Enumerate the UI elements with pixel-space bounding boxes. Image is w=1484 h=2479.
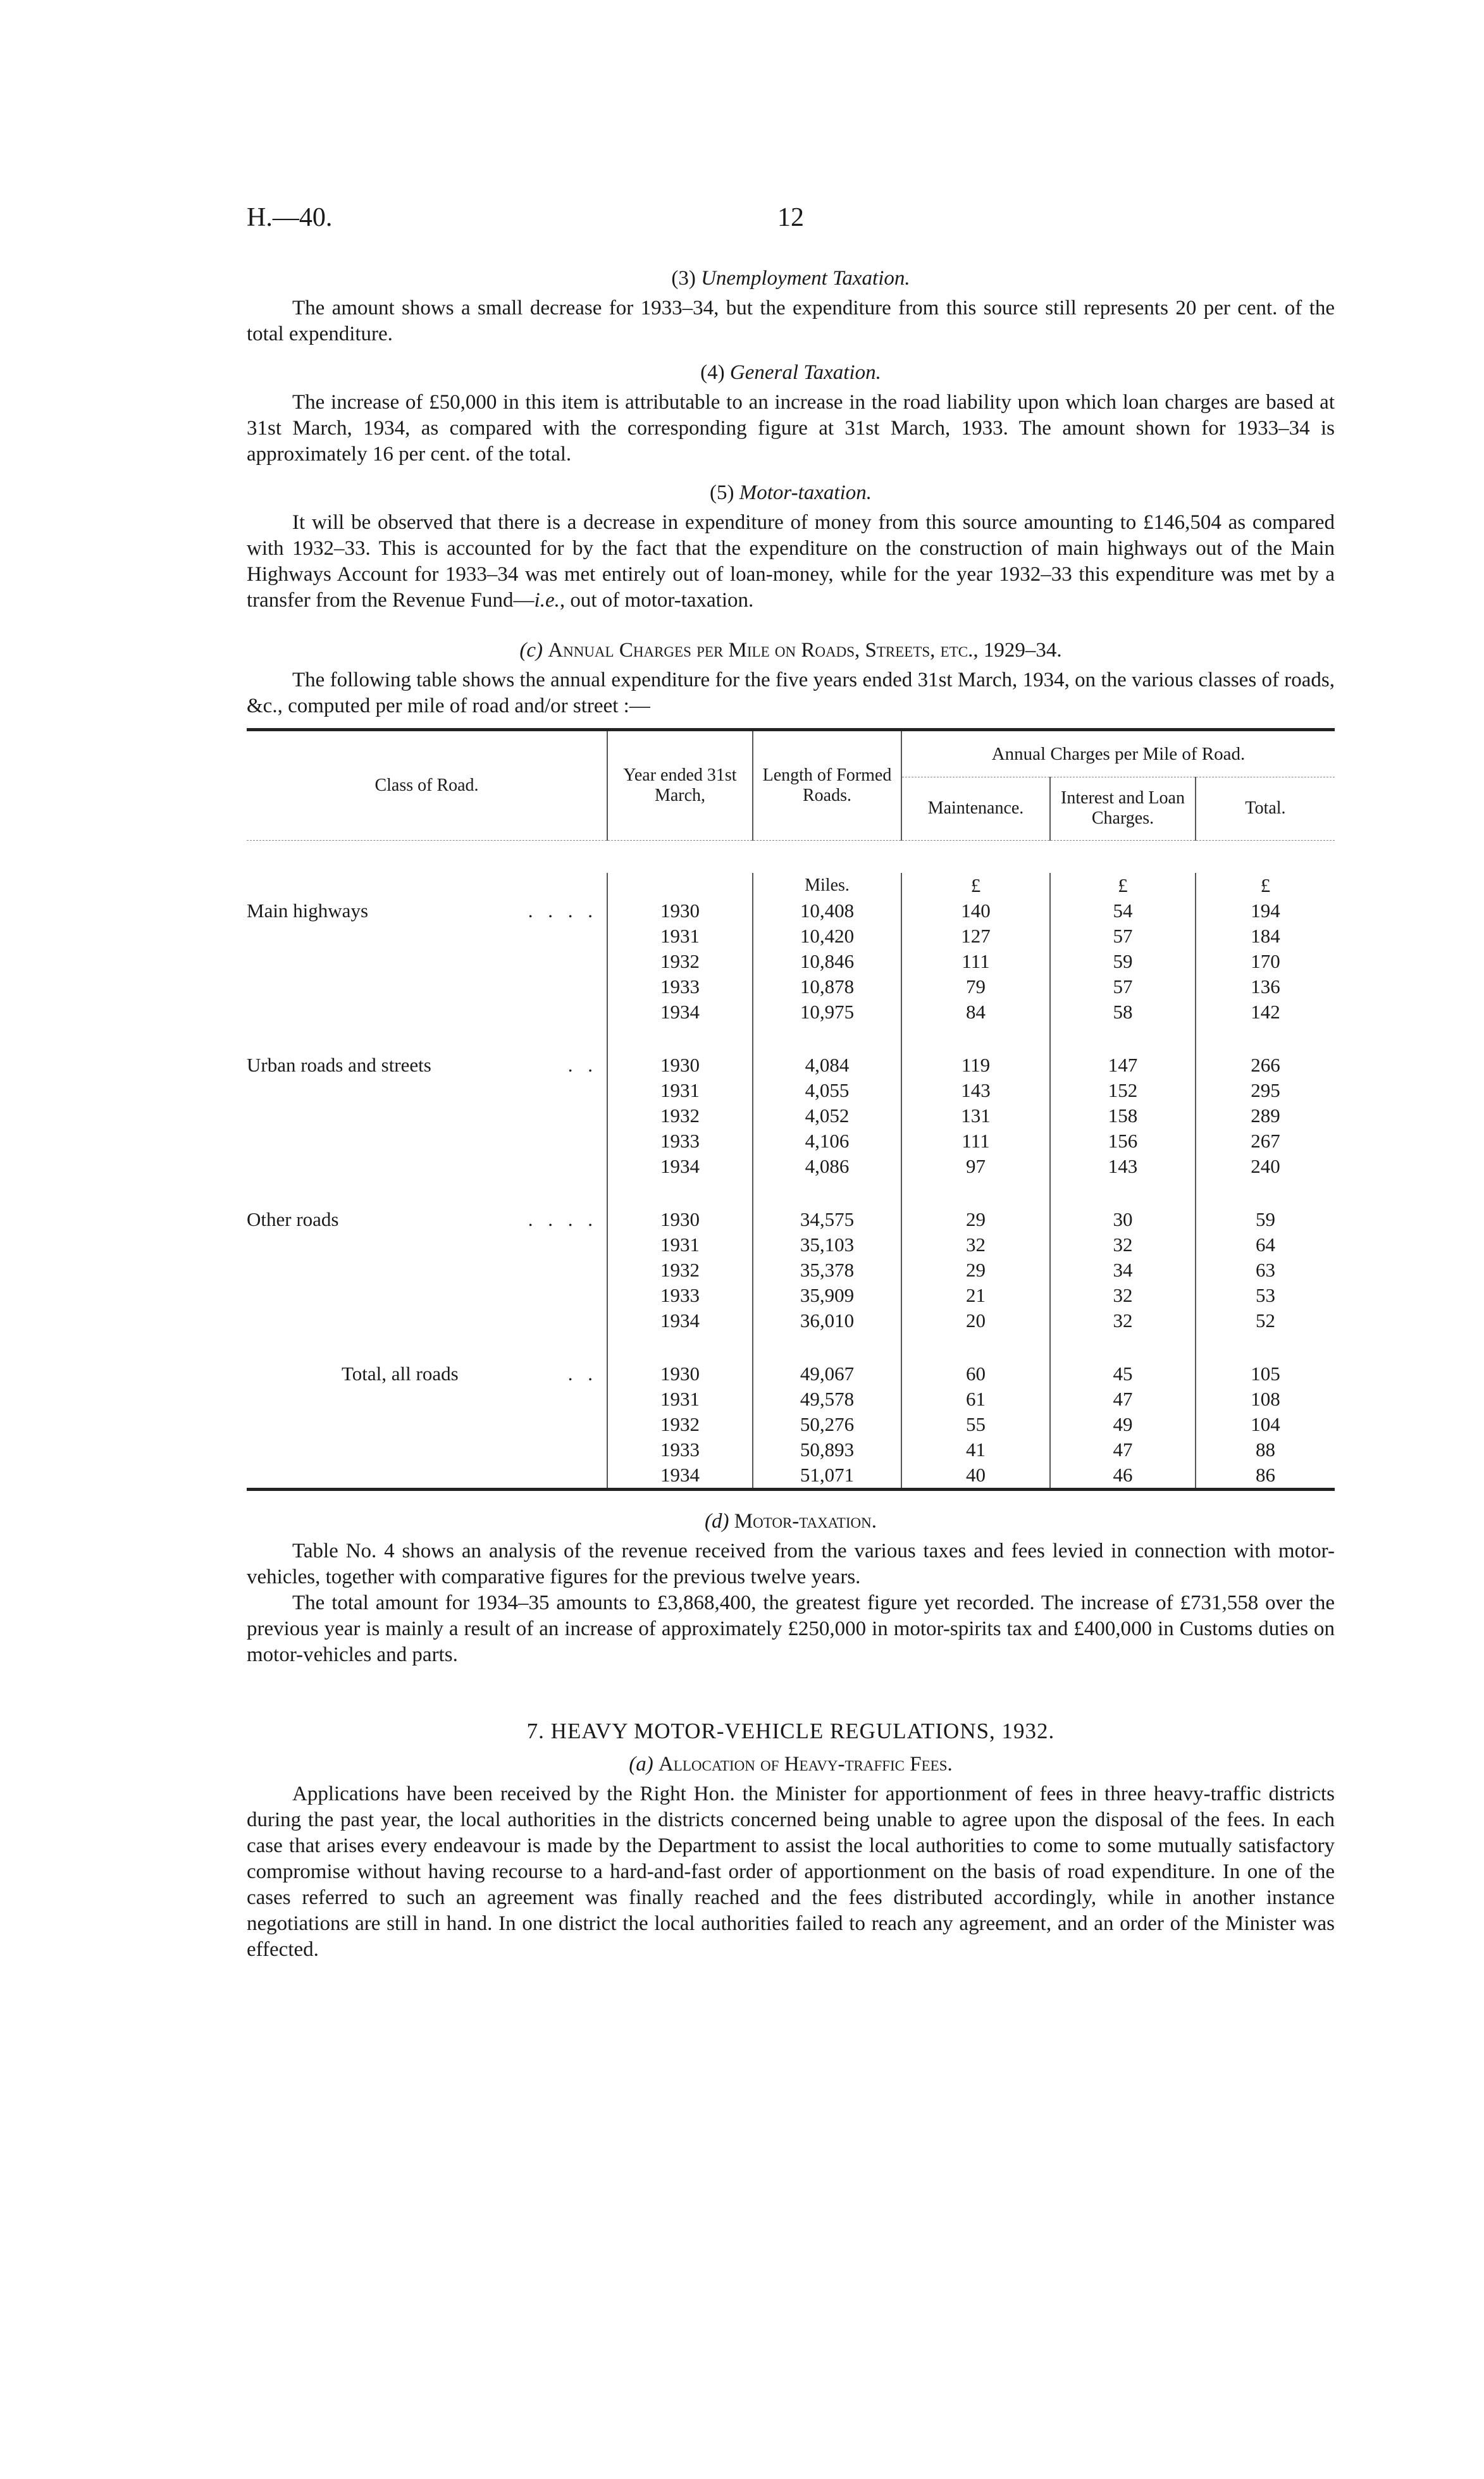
paragraph-general-taxation: The increase of £50,000 in this item is attributable to an increase in the road liability upon which loan charges are based at 31st March, 1934, as compared with the corresponding figure at 31st March, 1933. The amount shown for 1933–34 is approximately 16 per cent. of the total. xyxy=(247,391,1335,466)
maintenance-cell: 79 xyxy=(901,974,1050,999)
length-cell: 49,067 xyxy=(753,1361,901,1387)
length-cell: 50,893 xyxy=(753,1437,901,1462)
interest-cell: 49 xyxy=(1050,1412,1196,1437)
page-number: 12 xyxy=(777,203,804,232)
class-of-road-cell xyxy=(247,1387,607,1412)
interest-cell: 30 xyxy=(1050,1207,1196,1232)
interest-cell: 143 xyxy=(1050,1154,1196,1179)
maintenance-cell: 131 xyxy=(901,1103,1050,1128)
interest-cell: 59 xyxy=(1050,949,1196,974)
interest-cell: 47 xyxy=(1050,1437,1196,1462)
heading-allocation-fees: (a) Allocation of Heavy-traffic Fees. xyxy=(629,1753,953,1776)
total-cell: 266 xyxy=(1196,1053,1335,1078)
table-row xyxy=(247,1462,1335,1488)
table-row xyxy=(247,1437,1335,1462)
year-cell: 1934 xyxy=(607,999,753,1025)
maintenance-cell: 111 xyxy=(901,949,1050,974)
class-of-road-cell xyxy=(247,1207,607,1232)
interest-cell: 54 xyxy=(1050,898,1196,924)
total-cell: 240 xyxy=(1196,1154,1335,1179)
col-header-total: Total. xyxy=(1196,777,1335,840)
table-row xyxy=(247,1078,1335,1103)
table-row xyxy=(247,924,1335,949)
length-cell: 35,103 xyxy=(753,1232,901,1258)
total-cell: 136 xyxy=(1196,974,1335,999)
maintenance-cell: 20 xyxy=(901,1308,1050,1333)
length-cell: 36,010 xyxy=(753,1308,901,1333)
interest-cell: 147 xyxy=(1050,1053,1196,1078)
dot-leader: . . . . xyxy=(528,899,598,922)
length-cell: 4,106 xyxy=(753,1128,901,1154)
class-of-road-cell xyxy=(247,1258,607,1283)
paragraph-allocation-fees: Applications have been received by the Right Hon. the Minister for apportionment of fees in three heavy-traffic districts during the past year, the local authorities in the districts concerned being unable to agree upon the disposal of the fees. In each case that arises every endeavour is made by the Department to assist the local authorities to come to some mutually satisfactory compromise without having recourse to a hard-and-fast order of apportionment on the basis of road expenditure. In one of the cases referred to such an agreement was finally reached and the fees distributed accordingly, while in another instance negotiations are still in hand. In one district the local authorities failed to reach any agreement, and an order of the Minister was effected. xyxy=(247,1783,1335,1961)
table-row xyxy=(247,1053,1335,1078)
total-cell: 53 xyxy=(1196,1283,1335,1308)
unit-pound-interest: £ xyxy=(1050,873,1196,898)
group-spacer xyxy=(247,1025,1335,1053)
year-cell: 1931 xyxy=(607,1387,753,1412)
year-cell: 1933 xyxy=(607,1128,753,1154)
heading-motor-taxation-5: (5) Motor-taxation. xyxy=(710,481,872,504)
table-row xyxy=(247,1361,1335,1387)
length-cell: 4,084 xyxy=(753,1053,901,1078)
heading-annual-charges: (c) Annual Charges per Mile on Roads, Streets, etc., 1929–34. xyxy=(519,639,1062,662)
year-cell: 1934 xyxy=(607,1308,753,1333)
maintenance-cell: 61 xyxy=(901,1387,1050,1412)
unit-pound-maintenance: £ xyxy=(901,873,1050,898)
year-cell: 1934 xyxy=(607,1154,753,1179)
class-of-road-cell xyxy=(247,974,607,999)
total-cell: 108 xyxy=(1196,1387,1335,1412)
year-cell: 1930 xyxy=(607,898,753,924)
maintenance-cell: 143 xyxy=(901,1078,1050,1103)
heading-unemployment-taxation: (3) Unemployment Taxation. xyxy=(671,267,910,290)
year-cell: 1933 xyxy=(607,1437,753,1462)
class-of-road-cell xyxy=(247,949,607,974)
section-title-heavy-motor: 7. HEAVY MOTOR-VEHICLE REGULATIONS, 1932. xyxy=(526,1719,1055,1743)
maintenance-cell: 21 xyxy=(901,1283,1050,1308)
road-class-name: Total, all roads xyxy=(342,1363,459,1385)
paragraph-motor-taxation-5: It will be observed that there is a decrease in expenditure of money from this source amounting to £146,504 as compared with 1932–33. This is accounted for by the fact that the expenditure on the construction of main highways out of the Main Highways Account for 1933–34 was met entirely out of loan-money, while for the year 1932–33 this expenditure was met by a transfer from the Revenue Fund—i.e., out of motor-taxation. xyxy=(247,511,1335,612)
table-body xyxy=(247,840,1335,1488)
maintenance-cell: 119 xyxy=(901,1053,1050,1078)
length-cell: 35,378 xyxy=(753,1258,901,1283)
total-cell: 170 xyxy=(1196,949,1335,974)
interest-cell: 57 xyxy=(1050,974,1196,999)
total-cell: 184 xyxy=(1196,924,1335,949)
page-header xyxy=(247,202,1335,253)
interest-cell: 46 xyxy=(1050,1462,1196,1488)
paragraph-motor-taxation-1: Table No. 4 shows an analysis of the revenue received from the various taxes and fees levied in connection with motor-vehicles, together with comparative figures for the previous twelve years. xyxy=(247,1540,1335,1588)
year-cell: 1930 xyxy=(607,1361,753,1387)
table-row xyxy=(247,949,1335,974)
total-cell: 86 xyxy=(1196,1462,1335,1488)
interest-cell: 156 xyxy=(1050,1128,1196,1154)
total-cell: 63 xyxy=(1196,1258,1335,1283)
road-class-name: Main highways xyxy=(247,899,369,922)
class-of-road-cell xyxy=(247,1462,607,1488)
col-header-interest: Interest and Loan Charges. xyxy=(1050,777,1196,840)
table-row xyxy=(247,1103,1335,1128)
interest-cell: 45 xyxy=(1050,1361,1196,1387)
group-spacer xyxy=(247,1179,1335,1207)
road-class-name: Other roads xyxy=(247,1208,339,1230)
length-cell: 10,975 xyxy=(753,999,901,1025)
interest-cell: 32 xyxy=(1050,1308,1196,1333)
interest-cell: 32 xyxy=(1050,1283,1196,1308)
total-cell: 104 xyxy=(1196,1412,1335,1437)
interest-cell: 47 xyxy=(1050,1387,1196,1412)
class-of-road-cell xyxy=(247,1103,607,1128)
class-of-road-cell xyxy=(247,1361,607,1387)
class-of-road-cell xyxy=(247,1154,607,1179)
total-cell: 88 xyxy=(1196,1437,1335,1462)
maintenance-cell: 55 xyxy=(901,1412,1050,1437)
interest-cell: 34 xyxy=(1050,1258,1196,1283)
document-reference: H.—40. xyxy=(247,203,333,232)
paragraph-motor-taxation-2: The total amount for 1934–35 amounts to £3,868,400, the greatest figure yet recorded. The increase of £731,558 over the previous year is mainly a result of an increase of approximately £250,000 in motor-spirits tax and £400,000 in Customs duties on motor-vehicles and parts. xyxy=(247,1592,1335,1666)
table-row xyxy=(247,999,1335,1025)
total-cell: 295 xyxy=(1196,1078,1335,1103)
table-row xyxy=(247,1232,1335,1258)
length-cell: 4,086 xyxy=(753,1154,901,1179)
total-cell: 289 xyxy=(1196,1103,1335,1128)
col-header-length: Length of Formed Roads. xyxy=(753,731,901,840)
year-cell: 1933 xyxy=(607,1283,753,1308)
document-page xyxy=(247,202,1335,1963)
table-row xyxy=(247,1412,1335,1437)
year-cell: 1931 xyxy=(607,1078,753,1103)
class-of-road-cell xyxy=(247,1283,607,1308)
total-cell: 194 xyxy=(1196,898,1335,924)
table-row xyxy=(247,1128,1335,1154)
interest-cell: 57 xyxy=(1050,924,1196,949)
col-header-maintenance: Maintenance. xyxy=(901,777,1050,840)
maintenance-cell: 127 xyxy=(901,924,1050,949)
length-cell: 10,420 xyxy=(753,924,901,949)
length-cell: 10,846 xyxy=(753,949,901,974)
class-of-road-cell xyxy=(247,924,607,949)
year-cell: 1934 xyxy=(607,1462,753,1488)
total-cell: 267 xyxy=(1196,1128,1335,1154)
interest-cell: 158 xyxy=(1050,1103,1196,1128)
class-of-road-cell xyxy=(247,1308,607,1333)
maintenance-cell: 29 xyxy=(901,1207,1050,1232)
paragraph-annual-charges: The following table shows the annual expenditure for the five years ended 31st March, 1934, on the various classes of roads, &c., computed per mile of road and/or street :— xyxy=(247,669,1335,717)
road-class-name: Urban roads and streets xyxy=(247,1054,431,1076)
maintenance-cell: 40 xyxy=(901,1462,1050,1488)
maintenance-cell: 60 xyxy=(901,1361,1050,1387)
length-cell: 51,071 xyxy=(753,1462,901,1488)
year-cell: 1932 xyxy=(607,1103,753,1128)
table-row xyxy=(247,1154,1335,1179)
maintenance-cell: 41 xyxy=(901,1437,1050,1462)
class-of-road-cell xyxy=(247,898,607,924)
table-row xyxy=(247,1308,1335,1333)
table-row xyxy=(247,1258,1335,1283)
interest-cell: 152 xyxy=(1050,1078,1196,1103)
class-of-road-cell xyxy=(247,1078,607,1103)
year-cell: 1933 xyxy=(607,974,753,999)
table-row xyxy=(247,898,1335,924)
dot-leader: . . . . xyxy=(528,1208,598,1230)
length-cell: 4,052 xyxy=(753,1103,901,1128)
class-of-road-cell xyxy=(247,1053,607,1078)
maintenance-cell: 111 xyxy=(901,1128,1050,1154)
units-row xyxy=(247,873,1335,898)
col-header-year: Year ended 31st March, xyxy=(607,731,753,840)
maintenance-cell: 29 xyxy=(901,1258,1050,1283)
dot-leader: . . xyxy=(567,1054,598,1076)
length-cell: 49,578 xyxy=(753,1387,901,1412)
interest-cell: 58 xyxy=(1050,999,1196,1025)
length-cell: 10,408 xyxy=(753,898,901,924)
class-of-road-cell xyxy=(247,999,607,1025)
table-row xyxy=(247,1207,1335,1232)
maintenance-cell: 140 xyxy=(901,898,1050,924)
interest-cell: 32 xyxy=(1050,1232,1196,1258)
total-cell: 142 xyxy=(1196,999,1335,1025)
group-spacer xyxy=(247,1333,1335,1361)
length-cell: 34,575 xyxy=(753,1207,901,1232)
table-row xyxy=(247,1387,1335,1412)
year-cell: 1932 xyxy=(607,1412,753,1437)
heading-general-taxation: (4) General Taxation. xyxy=(700,361,881,384)
year-cell: 1930 xyxy=(607,1053,753,1078)
total-cell: 59 xyxy=(1196,1207,1335,1232)
length-cell: 35,909 xyxy=(753,1283,901,1308)
class-of-road-cell xyxy=(247,1232,607,1258)
annual-charges-table xyxy=(247,728,1335,1491)
year-cell: 1931 xyxy=(607,924,753,949)
length-cell: 50,276 xyxy=(753,1412,901,1437)
year-cell: 1931 xyxy=(607,1232,753,1258)
maintenance-cell: 84 xyxy=(901,999,1050,1025)
length-cell: 10,878 xyxy=(753,974,901,999)
maintenance-cell: 32 xyxy=(901,1232,1050,1258)
paragraph-unemployment-taxation: The amount shows a small decrease for 1933–34, but the expenditure from this source still represents 20 per cent. of the total expenditure. xyxy=(247,297,1335,345)
total-cell: 52 xyxy=(1196,1308,1335,1333)
heading-motor-taxation-d: (d) Motor-taxation. xyxy=(705,1510,877,1533)
col-header-annual-charges: Annual Charges per Mile of Road. xyxy=(901,731,1335,777)
total-cell: 64 xyxy=(1196,1232,1335,1258)
class-of-road-cell xyxy=(247,1437,607,1462)
unit-pound-total: £ xyxy=(1196,873,1335,898)
maintenance-cell: 97 xyxy=(901,1154,1050,1179)
year-cell: 1932 xyxy=(607,1258,753,1283)
table-row xyxy=(247,1283,1335,1308)
class-of-road-cell xyxy=(247,1412,607,1437)
dot-leader: . . xyxy=(567,1363,598,1385)
col-header-class: Class of Road. xyxy=(247,731,607,840)
class-of-road-cell xyxy=(247,1128,607,1154)
unit-miles: Miles. xyxy=(753,873,901,898)
length-cell: 4,055 xyxy=(753,1078,901,1103)
year-cell: 1932 xyxy=(607,949,753,974)
year-cell: 1930 xyxy=(607,1207,753,1232)
total-cell: 105 xyxy=(1196,1361,1335,1387)
table-row xyxy=(247,974,1335,999)
